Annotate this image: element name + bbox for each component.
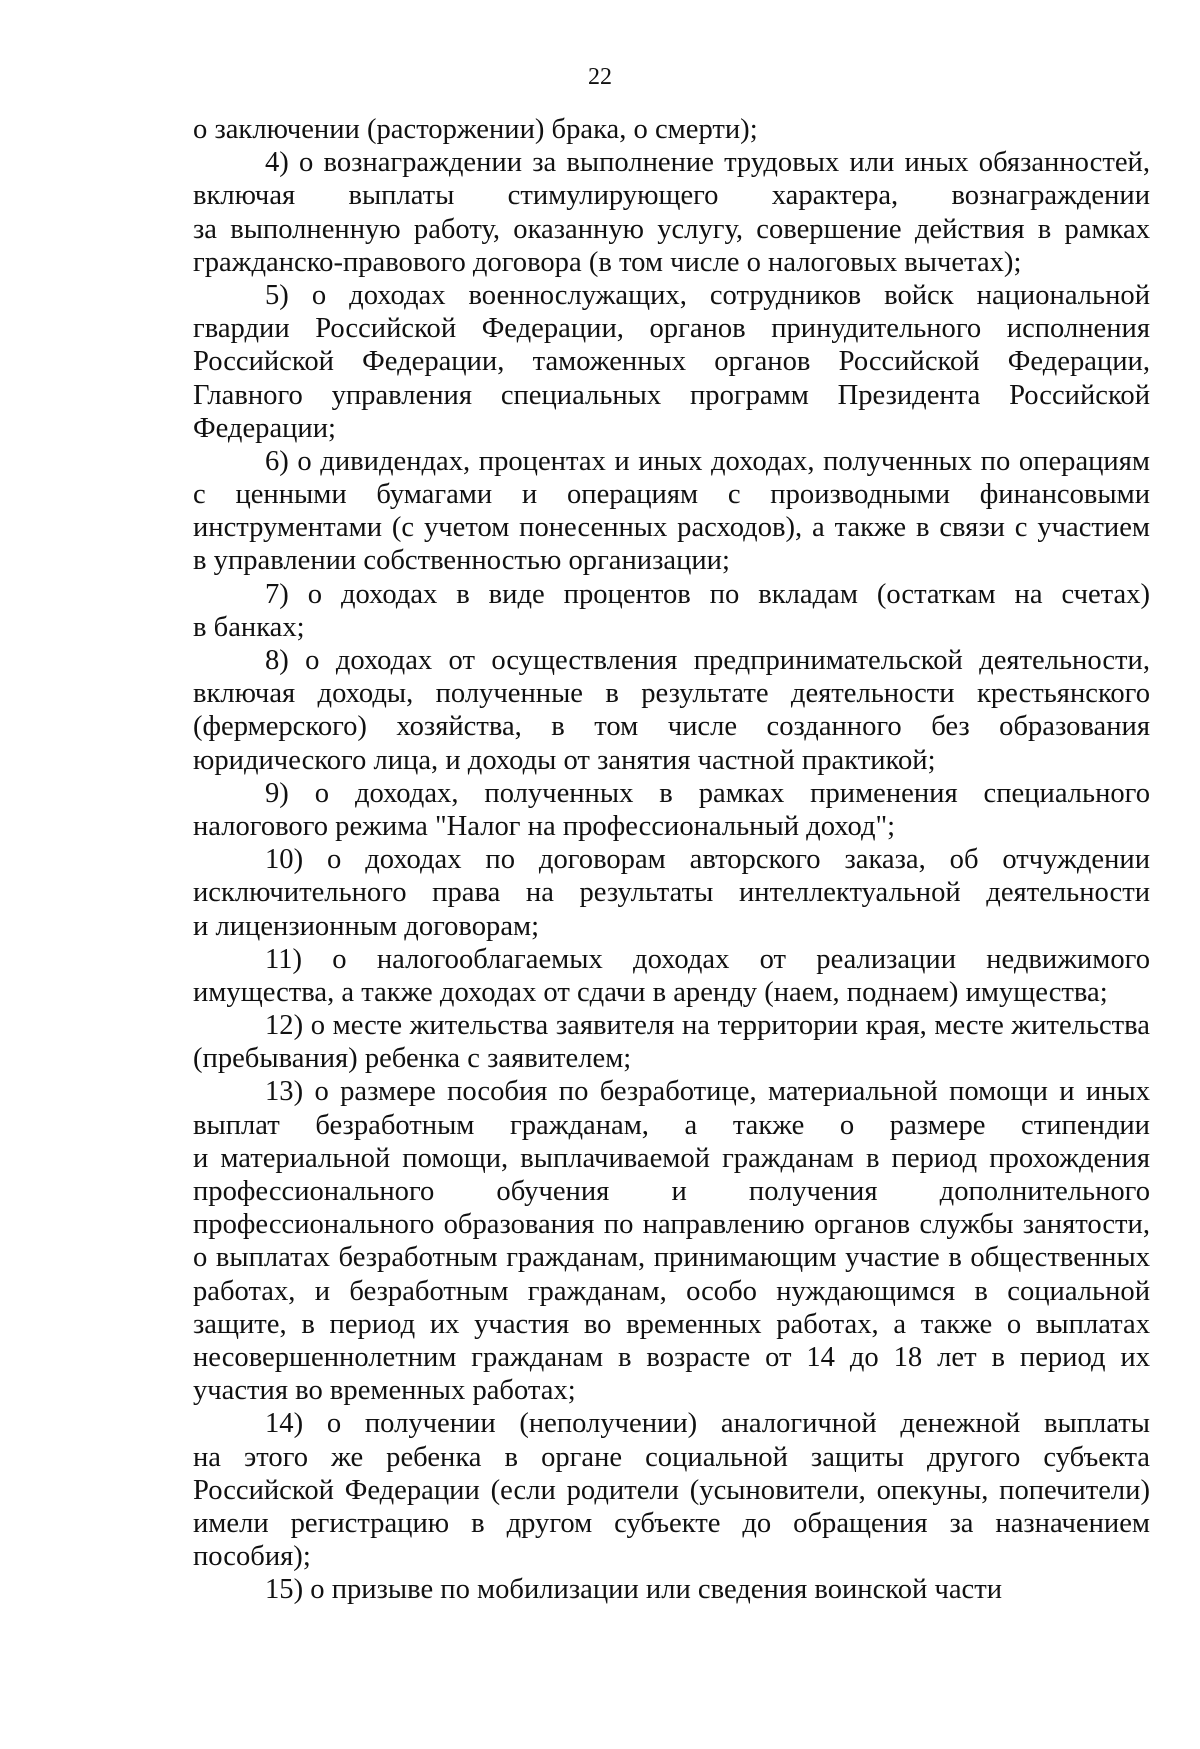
text-line: (пребывания) ребенка с заявителем; — [193, 1043, 632, 1075]
paragraph-p7 — [193, 578, 1150, 644]
document-body — [193, 113, 1150, 1606]
paragraph-p0 — [193, 113, 1150, 146]
text-line: на этого же ребенка в органе социальной защиты другого субъекта — [193, 1441, 1150, 1473]
text-line: несовершеннолетним гражданам в возрасте от 14 до 18 лет в период их — [193, 1341, 1150, 1373]
text-line: Федерации; — [193, 412, 336, 444]
paragraph-p6 — [193, 445, 1150, 578]
text-line: гражданско-правового договора (в том числе о налоговых вычетах); — [193, 246, 1022, 278]
text-line: защите, в период их участия во временных работах, а также о выплатах — [193, 1308, 1150, 1340]
text-line: включая доходы, полученные в результате деятельности крестьянского — [193, 678, 1150, 710]
text-line: и материальной помощи, выплачиваемой гражданам в период прохождения — [193, 1142, 1150, 1174]
paragraph-p8 — [193, 644, 1150, 777]
text-line: 7) о доходах в виде процентов по вкладам (остаткам на счетах) — [265, 578, 1150, 610]
paragraph-p9 — [193, 777, 1150, 843]
text-line: работах, и безработным гражданам, особо нуждающимся в социальной — [193, 1275, 1150, 1307]
paragraph-p10 — [193, 843, 1150, 943]
text-line: исключительного права на результаты интеллектуальной деятельности — [193, 877, 1150, 909]
paragraph-p14 — [193, 1407, 1150, 1573]
paragraph-p15 — [193, 1573, 1150, 1606]
text-line: (фермерского) хозяйства, в том числе созданного без образования — [193, 711, 1150, 743]
text-line: и лицензионным договорам; — [193, 910, 540, 942]
text-line: юридического лица, и доходы от занятия частной практикой; — [193, 744, 936, 776]
paragraph-p4 — [193, 146, 1150, 279]
text-line: 11) о налогооблагаемых доходах от реализации недвижимого — [265, 943, 1150, 975]
text-line: о выплатах безработным гражданам, принимающим участие в общественных — [193, 1242, 1150, 1274]
text-line: Российской Федерации (если родители (усыновители, опекуны, попечители) — [193, 1474, 1150, 1506]
paragraph-p11 — [193, 943, 1150, 1009]
text-line: 4) о вознаграждении за выполнение трудовых или иных обязанностей, — [265, 147, 1150, 179]
text-line: 15) о призыве по мобилизации или сведения воинской части — [265, 1574, 1003, 1606]
text-line: Главного управления специальных программ Президента Российской — [193, 379, 1150, 411]
text-line: о заключении (расторжении) брака, о смерти); — [193, 114, 758, 145]
text-line: 13) о размере пособия по безработице, материальной помощи и иных — [265, 1076, 1150, 1108]
text-line: профессионального обучения и получения дополнительного — [193, 1176, 1150, 1207]
text-line: Российской Федерации, таможенных органов Российской Федерации, — [193, 346, 1150, 378]
text-line: участия во временных работах; — [193, 1375, 576, 1407]
text-line: за выполненную работу, оказанную услугу, совершение действия в рамках — [193, 213, 1150, 245]
text-line: налогового режима "Налог на профессиональный доход"; — [193, 810, 896, 842]
text-line: профессионального образования по направлению органов службы занятости, — [193, 1209, 1150, 1241]
paragraph-p12 — [193, 1009, 1150, 1075]
text-line: 9) о доходах, полученных в рамках применения специального — [265, 777, 1150, 809]
page-number: 22 — [588, 64, 612, 90]
text-line: с ценными бумагами и операциям с производными финансовыми — [193, 479, 1150, 511]
text-line: 14) о получении (неполучении) аналогичной денежной выплаты — [265, 1408, 1150, 1440]
text-line: имущества, а также доходах от сдачи в аренду (наем, поднаем) имущества; — [193, 976, 1108, 1008]
text-line: 8) о доходах от осуществления предпринимательской деятельности, — [265, 645, 1150, 676]
text-line: в банках; — [193, 611, 305, 643]
text-line: выплат безработным гражданам, а также о размере стипендии — [193, 1109, 1150, 1141]
text-line: инструментами (с учетом понесенных расходов), а также в связи с участием — [193, 512, 1150, 544]
text-line: 6) о дивидендах, процентах и иных доходах, полученных по операциям — [265, 445, 1150, 477]
paragraph-p5 — [193, 279, 1150, 445]
text-line: включая выплаты стимулирующего характера, вознаграждении — [193, 180, 1150, 212]
text-line: гвардии Российской Федерации, органов принудительного исполнения — [193, 313, 1150, 345]
text-line: пособия); — [193, 1541, 311, 1573]
text-line: 5) о доходах военнослужащих, сотрудников войск национальной — [265, 279, 1150, 311]
paragraph-p13 — [193, 1075, 1150, 1407]
text-line: в управлении собственностью организации; — [193, 545, 730, 577]
text-line: 12) о месте жительства заявителя на территории края, месте жительства — [265, 1010, 1150, 1042]
text-line: 10) о доходах по договорам авторского заказа, об отчуждении — [265, 844, 1150, 876]
text-line: имели регистрацию в другом субъекте до обращения за назначением — [193, 1507, 1150, 1539]
